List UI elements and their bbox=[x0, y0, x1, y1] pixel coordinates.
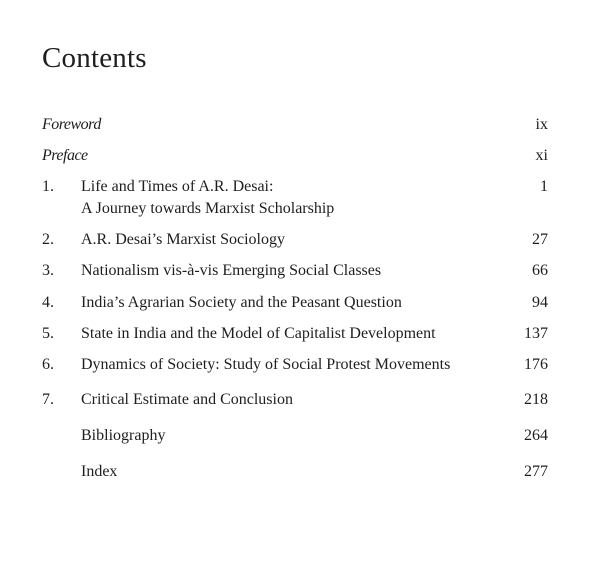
toc-entry-title: Critical Estimate and Conclusion bbox=[81, 391, 293, 408]
toc-entry-number: 2. bbox=[42, 231, 54, 248]
toc-entry-page: 176 bbox=[524, 356, 548, 373]
page-title: Contents bbox=[42, 42, 147, 74]
toc-entry-chapter-7[interactable] bbox=[42, 389, 548, 413]
toc-entry-number: 7. bbox=[42, 391, 54, 408]
toc-entry-preface[interactable] bbox=[42, 145, 548, 169]
toc-entry-title: A.R. Desai’s Marxist Sociology bbox=[81, 231, 285, 248]
toc-entry-chapter-5[interactable] bbox=[42, 323, 548, 347]
toc-entry-page: 137 bbox=[524, 325, 548, 342]
toc-entry-number: 5. bbox=[42, 325, 54, 342]
toc-entry-page: 66 bbox=[532, 262, 548, 279]
toc-entry-title: India’s Agrarian Society and the Peasant Question bbox=[81, 294, 402, 311]
toc-entry-subtitle: A Journey towards Marxist Scholarship bbox=[81, 200, 335, 217]
toc-entry-title: Foreword bbox=[42, 116, 101, 133]
toc-entry-page: xi bbox=[535, 147, 548, 164]
toc-entry-number: 1. bbox=[42, 178, 54, 195]
toc-entry-title: Index bbox=[81, 463, 118, 480]
toc-entry-page: 277 bbox=[524, 463, 548, 480]
toc-entry-bibliography[interactable] bbox=[42, 425, 548, 449]
toc-entry-chapter-3[interactable] bbox=[42, 260, 548, 284]
toc-entry-title: Life and Times of A.R. Desai: bbox=[81, 178, 274, 195]
toc-entry-chapter-4[interactable] bbox=[42, 292, 548, 316]
toc-entry-chapter-6[interactable] bbox=[42, 354, 548, 378]
toc-entry-foreword[interactable] bbox=[42, 114, 548, 138]
toc-entry-number: 4. bbox=[42, 294, 54, 311]
toc-entry-page: 264 bbox=[524, 427, 548, 444]
toc-entry-page: 94 bbox=[532, 294, 548, 311]
toc-entry-page: 27 bbox=[532, 231, 548, 248]
toc-entry-number: 3. bbox=[42, 262, 54, 279]
toc-entry-title: State in India and the Model of Capitalist Development bbox=[81, 325, 436, 342]
toc-entry-title: Preface bbox=[42, 147, 88, 164]
toc-entry-title: Nationalism vis-à-vis Emerging Social Classes bbox=[81, 262, 382, 279]
toc-entry-page: ix bbox=[535, 116, 548, 133]
toc-entry-page: 1 bbox=[540, 178, 548, 195]
toc-entry-chapter-2[interactable] bbox=[42, 229, 548, 253]
toc-entry-number: 6. bbox=[42, 356, 54, 373]
toc-entry-index[interactable] bbox=[42, 461, 548, 485]
toc-entry-page: 218 bbox=[524, 391, 548, 408]
toc-entry-title: Dynamics of Society: Study of Social Protest Movements bbox=[81, 356, 451, 373]
toc-entry-chapter-1[interactable] bbox=[42, 176, 548, 222]
toc-entry-title: Bibliography bbox=[81, 427, 166, 444]
